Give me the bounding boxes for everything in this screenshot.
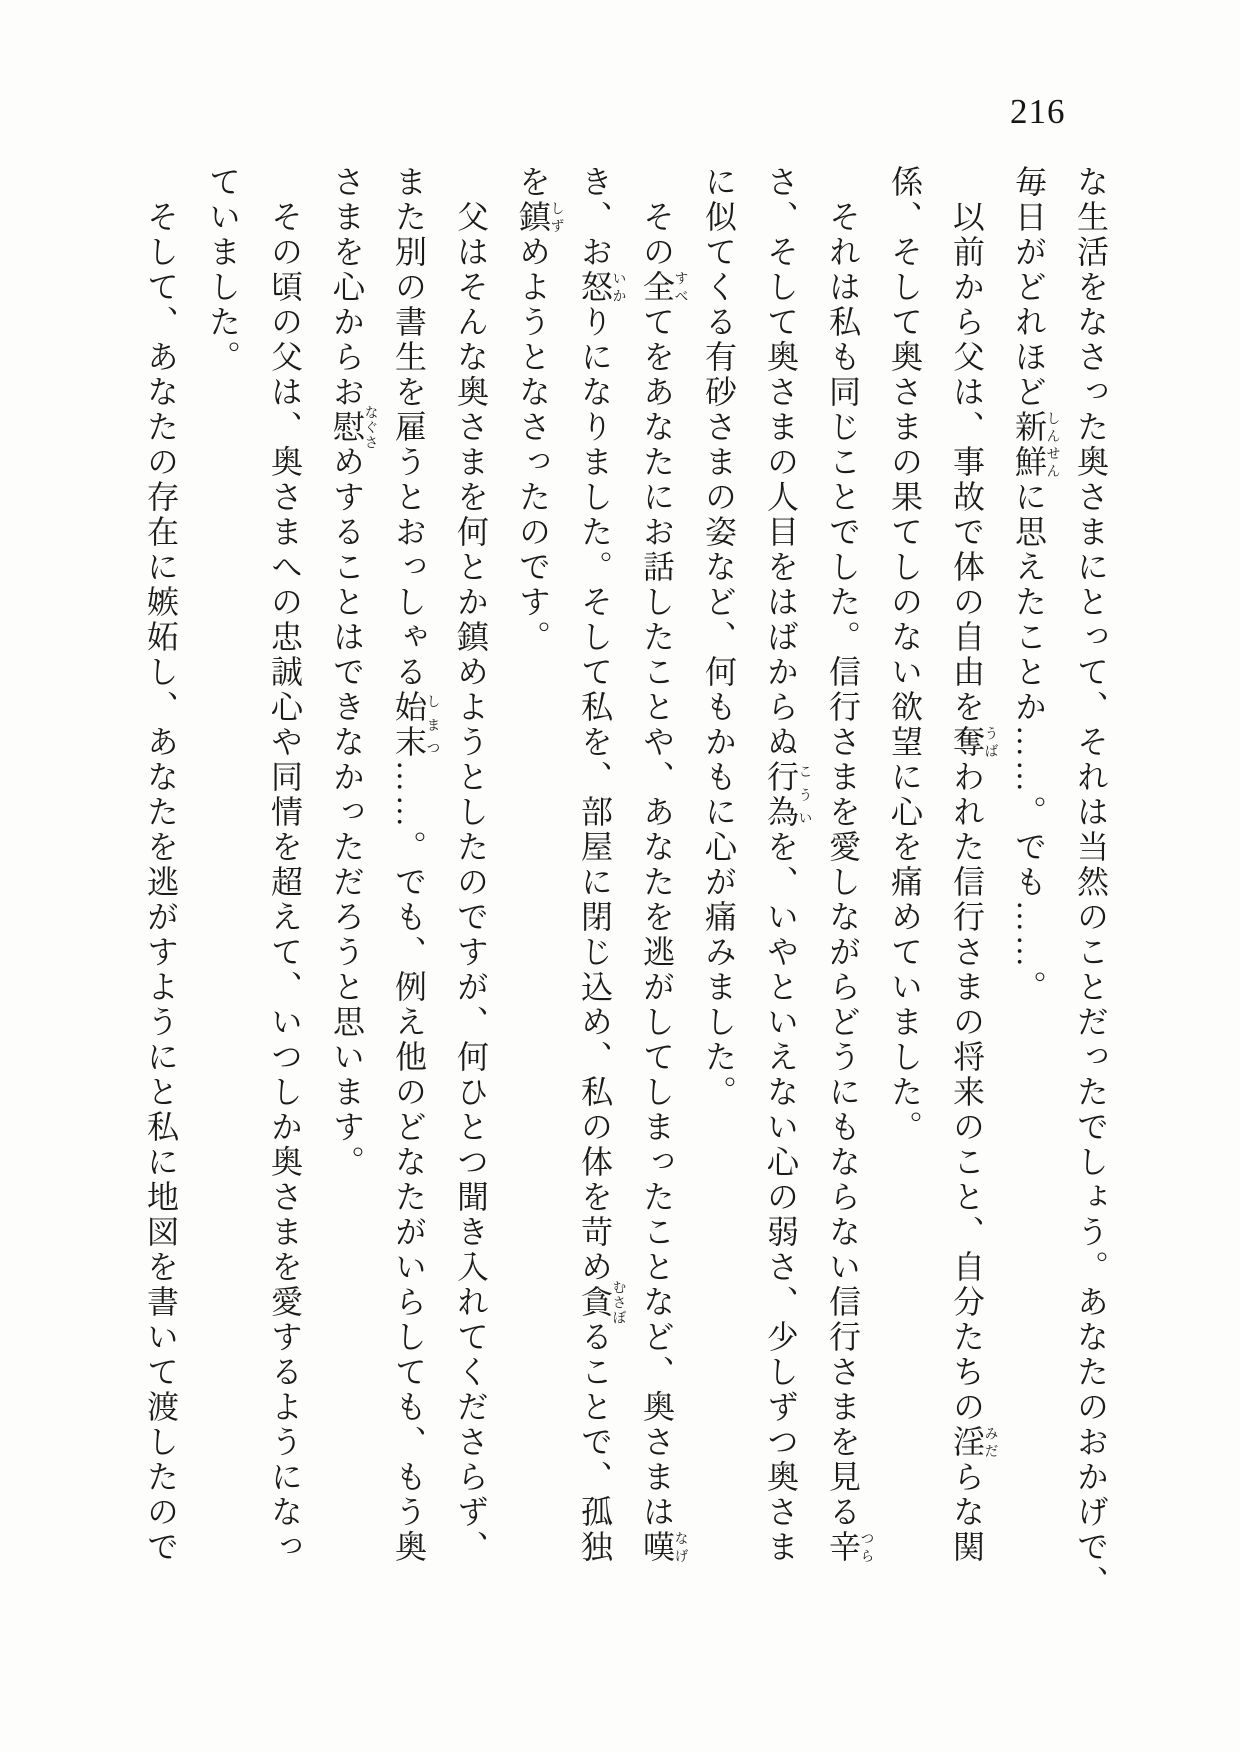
text-run: その頃の父は、奥さまへの忠誠心や同情を超えて、いつしか奥さまを愛するようになっ [267, 165, 303, 1565]
furigana-reading: しず [548, 200, 564, 235]
text-run: を、いやといえない心の弱さ、少しずつ奥さま [763, 830, 799, 1565]
text-column-5 [812, 165, 874, 1627]
furigana-ruby: 行為こうい [763, 760, 812, 830]
text-run: に似てくる有砂さまの姿など、何もかもに心が痛みました。 [701, 165, 737, 1110]
furigana-ruby: 慰なぐさ [329, 405, 378, 450]
text-run: めようとなさったのです。 [515, 235, 551, 655]
furigana-reading: こうい [796, 760, 812, 830]
furigana-ruby: 貪むさぼ [577, 1280, 626, 1325]
text-column-11 [440, 165, 502, 1627]
text-run: てをあなたにお話したことや、あなたを逃がしてしまったことなど、奥さまは [639, 305, 675, 1530]
text-run: われた信行さまの将来のこと、自分たちの [949, 760, 985, 1425]
furigana-reading: みだ [982, 1425, 998, 1460]
furigana-reading: むさぼ [610, 1280, 626, 1325]
text-column-3 [936, 165, 998, 1627]
text-run: また別の書生を雇うとおっしゃる [391, 165, 427, 690]
text-run: さまを心からお [329, 165, 365, 410]
text-run: 父はそんな奥さまを何とか鎮めようとしたのですが、何ひとつ聞き入れてくださらず、 [453, 165, 489, 1565]
furigana-reading: しまつ [424, 690, 440, 760]
text-run: それは私も同じことでした。信行さまを愛しながらどうにもならない信行さまを見る [825, 165, 861, 1530]
text-column-15 [192, 165, 254, 1627]
text-run: その [639, 165, 675, 270]
text-run: りになりました。そして私を、部屋に閉じ込め、私の体を苛め [577, 305, 613, 1285]
page-number: 216 [1010, 92, 1066, 131]
text-run: ることで、孤独 [577, 1320, 613, 1565]
text-column-7 [688, 165, 750, 1627]
furigana-reading: しんせん [1044, 410, 1060, 480]
text-run: を [515, 165, 551, 200]
text-column-9 [564, 165, 626, 1627]
text-run: そして、あなたの存在に嫉妬し、あなたを逃がすようにと私に地図を書いて渡したので [143, 165, 179, 1565]
furigana-ruby: 辛つら [825, 1530, 874, 1565]
text-run: ……。でも、例え他のどなたがいらしても、もう奥 [391, 760, 427, 1565]
text-run: な生活をなさった奥さまにとって、それは当然のことだったでしょう。あなたのおかげで、 [1073, 165, 1109, 1600]
furigana-ruby: 始末しまつ [391, 690, 440, 760]
furigana-reading: いか [610, 270, 626, 305]
furigana-reading: つら [858, 1530, 874, 1565]
text-column-2 [998, 165, 1060, 1627]
text-run: き、お [577, 165, 613, 270]
furigana-reading: なげ [672, 1530, 688, 1565]
text-run: さ、そして奥さまの人目をはばからぬ [763, 165, 799, 760]
text-column-4 [874, 165, 936, 1627]
text-column-8 [626, 165, 688, 1627]
furigana-ruby: 怒いか [577, 270, 626, 305]
text-column-6 [750, 165, 812, 1627]
vertical-text-block [130, 165, 1122, 1627]
text-column-14 [254, 165, 316, 1627]
text-run: ていました。 [205, 165, 241, 375]
text-run: 以前から父は、事故で体の自由を [949, 165, 985, 725]
furigana-reading: うば [982, 725, 998, 760]
text-run: 係、そして奥さまの果てしのない欲望に心を痛めていました。 [887, 165, 923, 1145]
furigana-reading: なぐさ [362, 405, 378, 450]
text-run: 毎日がどれほど [1011, 165, 1047, 410]
furigana-ruby: 鎮しず [515, 200, 564, 235]
text-column-16 [130, 165, 192, 1627]
text-column-1 [1060, 165, 1122, 1627]
text-run: に思えたことか……。でも……。 [1011, 480, 1047, 1005]
furigana-ruby: 淫みだ [949, 1425, 998, 1460]
text-run: らな関 [949, 1460, 985, 1565]
text-run: めすることはできなかっただろうと思います。 [329, 445, 365, 1180]
furigana-reading: すべ [672, 270, 688, 305]
furigana-ruby: 嘆なげ [639, 1530, 688, 1565]
text-column-13 [316, 165, 378, 1627]
furigana-ruby: 新鮮しんせん [1011, 410, 1060, 480]
text-column-12 [378, 165, 440, 1627]
furigana-ruby: 奪うば [949, 725, 998, 760]
text-column-10 [502, 165, 564, 1627]
furigana-ruby: 全すべ [639, 270, 688, 305]
